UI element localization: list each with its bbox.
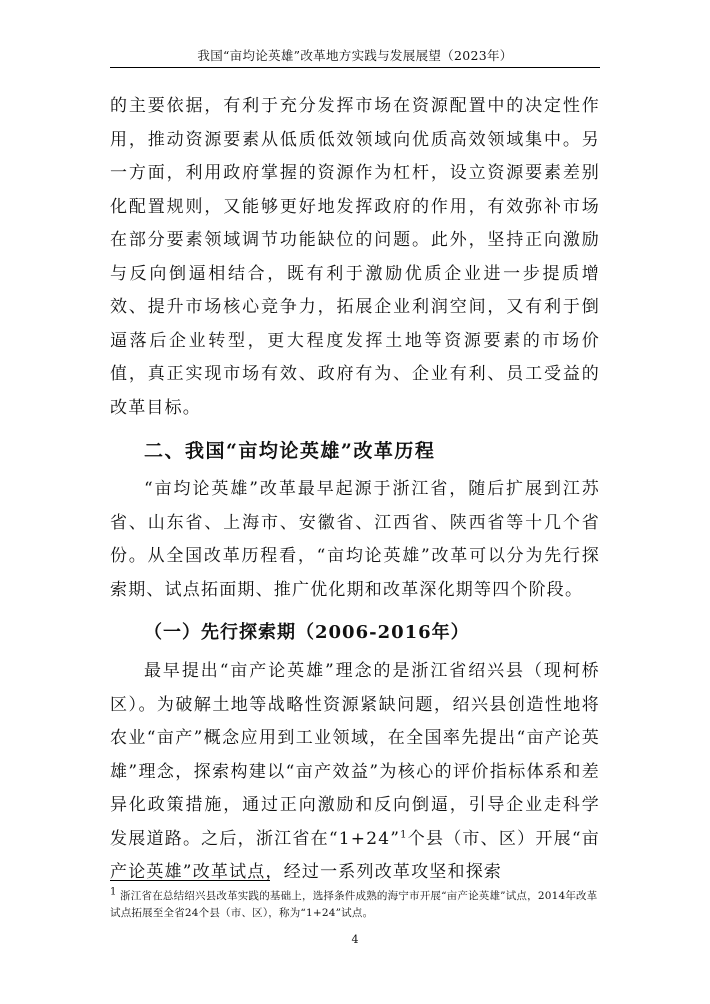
body-paragraph: “亩均论英雄”改革最早起源于浙江省，随后扩展到江苏省、山东省、上海市、安徽省、江西省、陕西省等十几个省份。从全国改革历程看，“亩均论英雄”改革可以分为先行探索期、试点拓面期、推广优化期和改革深化期等四个阶段。: [110, 479, 600, 600]
subsection-heading: （一）先行探索期（2006-2016年）: [144, 622, 470, 643]
running-header: 我国“亩均论英雄”改革地方实践与发展展望（2023年）: [197, 48, 513, 63]
page-number: 4: [351, 933, 359, 946]
footnote-marker: 1: [110, 886, 117, 898]
body-paragraph-with-note: [110, 655, 600, 890]
section-heading: 二、我国“亩均论英雄”改革历程: [144, 440, 436, 462]
footnote: [110, 888, 600, 922]
paragraph-text: 最早提出“亩产论英雄”理念的是浙江省绍兴县（现柯桥区）。为破解土地等战略性资源紧缺问题，绍兴县创造性地将农业“亩产”概念应用到工业领域，在全国率先提出“亩产论英雄”理念，探索构建以“亩产效益”为核心的评价指标体系和差异化政策措施，通过正向激励和反向倒逼，引导企业走科学发展道路。之后，浙江省在“1+24”: [110, 661, 600, 849]
header-divider: [110, 67, 600, 68]
body-paragraph: 的主要依据，有利于充分发挥市场在资源配置中的决定性作用，推动资源要素从低质低效领域向优质高效领域集中。另一方面，利用政府掌握的资源作为杠杆，设立资源要素差别化配置规则，又能够更好地发挥政府的作用，有效弥补市场在部分要素领域调节功能缺位的问题。此外，坚持正向激励与反向倒逼相结合，既有利于激励优质企业进一步提质增效、提升市场核心竞争力，拓展企业利润空间，又有利于倒逼落后企业转型，更大程度发挥土地等资源要素的市场价值，真正实现市场有效、政府有为、企业有利、员工受益的改革目标。: [110, 96, 600, 418]
paragraph-text: 个县（市、区）开展“亩产论英雄”改革试点，经过一系列改革攻坚和探索: [110, 828, 600, 882]
footnote-divider: [110, 880, 270, 881]
footnote-text: 浙江省在总结绍兴县改革实践的基础上，选择条件成熟的海宁市开展“亩产论英雄”试点，2014年改革试点拓展至全省24个县（市、区），称为“1+24”试点。: [110, 890, 598, 919]
page-body: [110, 90, 600, 890]
footnote-reference[interactable]: 1: [400, 828, 408, 840]
